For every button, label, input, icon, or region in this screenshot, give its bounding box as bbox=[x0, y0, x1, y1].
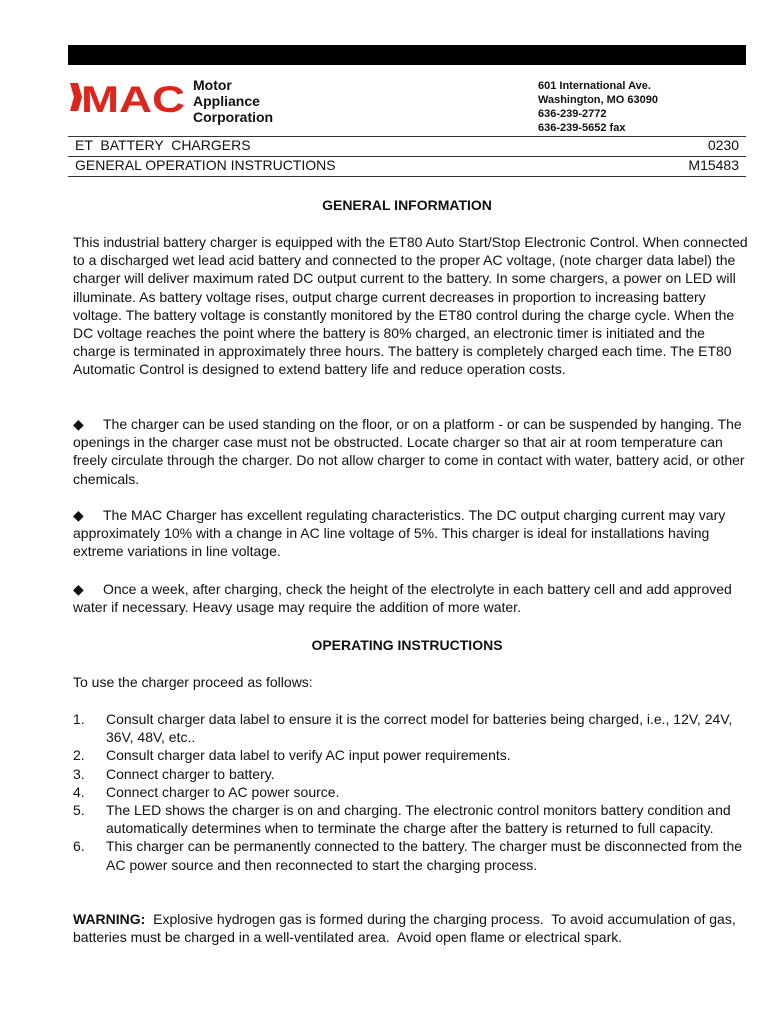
product-title: ET BATTERY CHARGERS bbox=[75, 137, 251, 153]
operating-intro: To use the charger proceed as follows: bbox=[73, 674, 313, 690]
title-row-document bbox=[75, 156, 739, 174]
bullet-paragraph bbox=[73, 415, 749, 488]
warning-text: Explosive hydrogen gas is formed during the charging process. To avoid accumulation of gas, batteries must be charged in a well-ventilated area. Avoid open flame or electrical spark. bbox=[73, 911, 740, 946]
title-row-product bbox=[75, 136, 739, 154]
general-information-heading: GENERAL INFORMATION bbox=[322, 197, 492, 213]
title-bottom-rule bbox=[68, 176, 746, 177]
list-item bbox=[73, 765, 749, 783]
document-number: M15483 bbox=[688, 157, 739, 173]
step-number: 6. bbox=[73, 838, 85, 855]
svg-text:MAC: MAC bbox=[81, 79, 185, 115]
address-phone: 636-239-2772 bbox=[538, 108, 607, 120]
bullet-text: Once a week, after charging, check the height of the electrolyte in each battery cell and add approved water if necessary. Heavy usage may require the addition of more water. bbox=[73, 581, 732, 616]
step-text: Connect charger to AC power source. bbox=[106, 783, 340, 800]
diamond-bullet-icon: ◆ bbox=[73, 581, 84, 597]
step-number: 3. bbox=[73, 765, 85, 782]
step-text: This charger can be permanently connected to the battery. The charger must be disconnected from the AC power source and then reconnected to start the charging process. bbox=[106, 838, 743, 873]
company-name bbox=[193, 77, 273, 125]
step-number: 1. bbox=[73, 711, 85, 727]
step-text: Connect charger to battery. bbox=[106, 765, 275, 782]
warning-paragraph bbox=[73, 910, 749, 946]
step-number: 2. bbox=[73, 747, 85, 764]
operating-instructions-heading: OPERATING INSTRUCTIONS bbox=[311, 637, 503, 653]
bullet-text: The charger can be used standing on the floor, or on a platform - or can be suspended by hanging. The openings in the charger case must not be obstructed. Locate charger so that air at room temperature can freely circulate through the charger. Do not allow charger to come in contact with water, battery acid, or other chemicals. bbox=[73, 416, 745, 487]
doc-code: 0230 bbox=[707, 137, 739, 153]
operating-steps-list bbox=[73, 710, 749, 874]
address-city: Washington, MO 63090 bbox=[538, 94, 659, 106]
company-address bbox=[538, 79, 658, 135]
warning-label: WARNING: bbox=[73, 911, 146, 927]
list-item bbox=[73, 710, 749, 746]
header-black-bar bbox=[68, 45, 746, 65]
company-name-line: Appliance bbox=[193, 93, 260, 109]
step-text: Consult charger data label to ensure it is the correct model for batteries being charged, i.e., 12V, 24V, 36V, 48V, etc.. bbox=[106, 711, 733, 746]
bullet-text: The MAC Charger has excellent regulating characteristics. The DC output charging current may vary approximately 10% with a change in AC line voltage of 5%. This charger is ideal for installations having extreme variations in line voltage. bbox=[73, 507, 726, 560]
address-street: 601 International Ave. bbox=[538, 80, 651, 92]
address-fax: 636-239-5652 fax bbox=[538, 122, 626, 134]
diamond-bullet-icon: ◆ bbox=[73, 416, 84, 432]
mac-logo bbox=[70, 79, 185, 115]
bullet-paragraph bbox=[73, 580, 749, 616]
general-intro-paragraph: This industrial battery charger is equipped with the ET80 Auto Start/Stop Electronic Control. When connected to a discharged wet lead acid battery and connected to the proper AC voltage, (note charger data label) the charger will deliver maximum rated DC output current to the battery. In some chargers, a power on LED will illuminate. As battery voltage rises, output charge current decreases in proportion to increasing battery voltage. The battery voltage is constantly monitored by the ET80 control during the charge cycle. When the DC voltage reaches the point where the battery is 80% charged, an electronic timer is initiated and the charge is terminated in approximately three hours. The battery is completely charged each time. The ET80 Automatic Control is designed to extend battery life and reduce operation costs. bbox=[73, 234, 748, 378]
list-item bbox=[73, 746, 749, 764]
document-title: GENERAL OPERATION INSTRUCTIONS bbox=[75, 157, 336, 173]
list-item bbox=[73, 783, 749, 801]
list-item bbox=[73, 801, 749, 837]
step-text: The LED shows the charger is on and charging. The electronic control monitors battery condition and automatically determines when to terminate the charge after the battery is returned to full capacity. bbox=[106, 802, 731, 837]
bullet-paragraph bbox=[73, 506, 749, 561]
step-text: Consult charger data label to verify AC input power requirements. bbox=[106, 747, 511, 764]
diamond-bullet-icon: ◆ bbox=[73, 507, 84, 523]
list-item bbox=[73, 837, 749, 873]
step-number: 4. bbox=[73, 783, 85, 800]
company-name-line: Motor bbox=[193, 77, 232, 93]
step-number: 5. bbox=[73, 802, 85, 819]
company-name-line: Corporation bbox=[193, 109, 274, 125]
